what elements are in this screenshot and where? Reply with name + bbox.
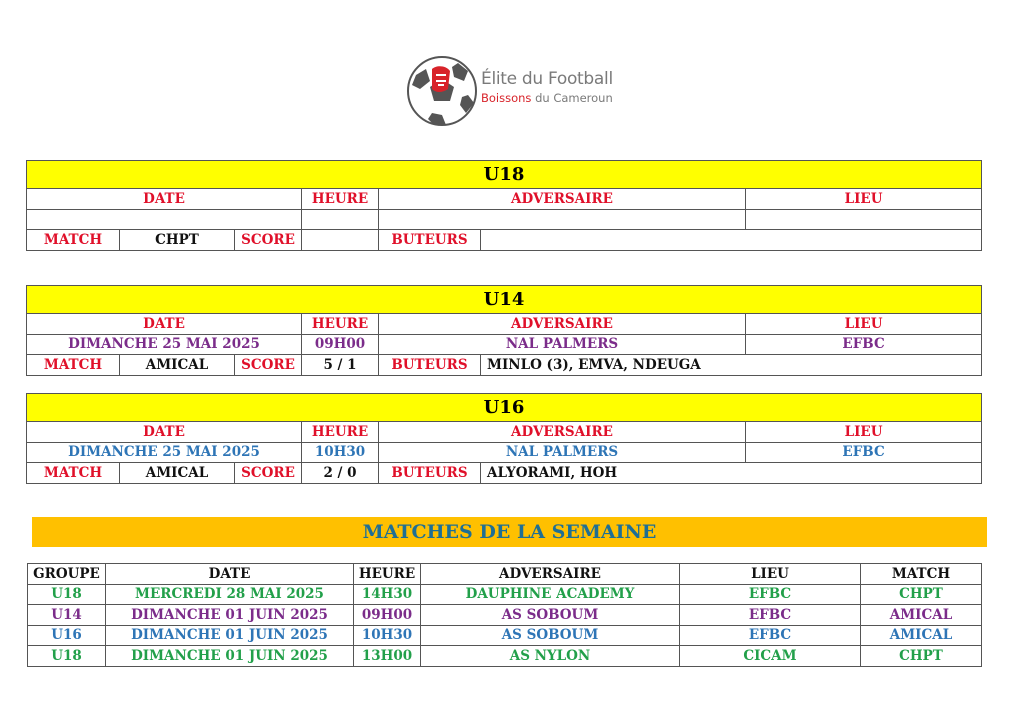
lieu-header: LIEU: [746, 189, 982, 210]
adversaire-header: ADVERSAIRE: [379, 189, 746, 210]
date-value: DIMANCHE 25 MAI 2025: [27, 442, 302, 463]
buteurs-value: MINLO (3), EMVA, NDEUGA: [481, 355, 982, 376]
score-label: SCORE: [235, 463, 302, 484]
week-banner-title: MATCHES DE LA SEMAINE: [32, 517, 987, 547]
logo-subtitle-grey: du Cameroun: [531, 91, 613, 105]
buteurs-label: BUTEURS: [379, 355, 481, 376]
match-label: MATCH: [27, 230, 120, 251]
table-row: [28, 646, 982, 667]
date-cell: MERCREDI 28 MAI 2025: [106, 584, 354, 605]
groupe-header: GROUPE: [28, 564, 106, 585]
lieu-cell: EFBC: [680, 625, 861, 646]
heure-value: 09H00: [302, 334, 379, 355]
lieu-cell: CICAM: [680, 646, 861, 667]
date-header: DATE: [27, 422, 302, 443]
lieu-header: LIEU: [680, 564, 861, 585]
adversaire-value: [379, 209, 746, 230]
buteurs-value: ALYORAMI, HOH: [481, 463, 982, 484]
date-cell: DIMANCHE 01 JUIN 2025: [106, 605, 354, 626]
team-title: U18: [27, 161, 982, 189]
team-title: U16: [27, 394, 982, 422]
groupe-cell: U18: [28, 646, 106, 667]
team-title: U14: [27, 286, 982, 314]
date-header: DATE: [106, 564, 354, 585]
lieu-header: LIEU: [746, 422, 982, 443]
heure-cell: 10H30: [354, 625, 421, 646]
team-table-u14: [26, 285, 982, 376]
logo-subtitle: [481, 91, 613, 105]
adversaire-cell: AS SOBOUM: [421, 625, 680, 646]
table-row: [28, 605, 982, 626]
lieu-cell: EFBC: [680, 584, 861, 605]
lieu-header: LIEU: [746, 314, 982, 335]
heure-header: HEURE: [302, 314, 379, 335]
match-cell: AMICAL: [861, 625, 982, 646]
score-label: SCORE: [235, 230, 302, 251]
football-crest-icon: [406, 55, 478, 127]
team-table-u16: [26, 393, 982, 484]
lieu-cell: EFBC: [680, 605, 861, 626]
match-cell: AMICAL: [861, 605, 982, 626]
heure-value: 10H30: [302, 442, 379, 463]
match-value: CHPT: [120, 230, 235, 251]
heure-header: HEURE: [302, 189, 379, 210]
match-header: MATCH: [861, 564, 982, 585]
date-value: DIMANCHE 25 MAI 2025: [27, 334, 302, 355]
date-header: DATE: [27, 314, 302, 335]
date-value: [27, 209, 302, 230]
match-value: AMICAL: [120, 463, 235, 484]
adversaire-header: ADVERSAIRE: [421, 564, 680, 585]
match-cell: CHPT: [861, 584, 982, 605]
team-table-u18: [26, 160, 982, 251]
logo-title: Élite du Football: [481, 69, 613, 89]
adversaire-cell: AS NYLON: [421, 646, 680, 667]
lieu-value: EFBC: [746, 334, 982, 355]
logo-subtitle-red: Boissons: [481, 91, 532, 105]
heure-cell: 13H00: [354, 646, 421, 667]
match-label: MATCH: [27, 463, 120, 484]
heure-value: [302, 209, 379, 230]
score-label: SCORE: [235, 355, 302, 376]
heure-cell: 09H00: [354, 605, 421, 626]
match-value: AMICAL: [120, 355, 235, 376]
heure-header: HEURE: [302, 422, 379, 443]
groupe-cell: U16: [28, 625, 106, 646]
score-value: 5 / 1: [302, 355, 379, 376]
adversaire-header: ADVERSAIRE: [379, 422, 746, 443]
week-matches-table: [27, 563, 982, 667]
table-row: [28, 584, 982, 605]
buteurs-label: BUTEURS: [379, 463, 481, 484]
buteurs-label: BUTEURS: [379, 230, 481, 251]
buteurs-value: [481, 230, 982, 251]
date-cell: DIMANCHE 01 JUIN 2025: [106, 646, 354, 667]
date-header: DATE: [27, 189, 302, 210]
lieu-value: EFBC: [746, 442, 982, 463]
lieu-value: [746, 209, 982, 230]
adversaire-value: NAL PALMERS: [379, 442, 746, 463]
groupe-cell: U18: [28, 584, 106, 605]
adversaire-cell: AS SOBOUM: [421, 605, 680, 626]
adversaire-header: ADVERSAIRE: [379, 314, 746, 335]
week-header-row: [28, 564, 982, 585]
heure-cell: 14H30: [354, 584, 421, 605]
match-cell: CHPT: [861, 646, 982, 667]
score-value: [302, 230, 379, 251]
adversaire-value: NAL PALMERS: [379, 334, 746, 355]
heure-header: HEURE: [354, 564, 421, 585]
adversaire-cell: DAUPHINE ACADEMY: [421, 584, 680, 605]
club-logo: [406, 55, 626, 127]
score-value: 2 / 0: [302, 463, 379, 484]
table-row: [28, 625, 982, 646]
match-label: MATCH: [27, 355, 120, 376]
date-cell: DIMANCHE 01 JUIN 2025: [106, 625, 354, 646]
groupe-cell: U14: [28, 605, 106, 626]
